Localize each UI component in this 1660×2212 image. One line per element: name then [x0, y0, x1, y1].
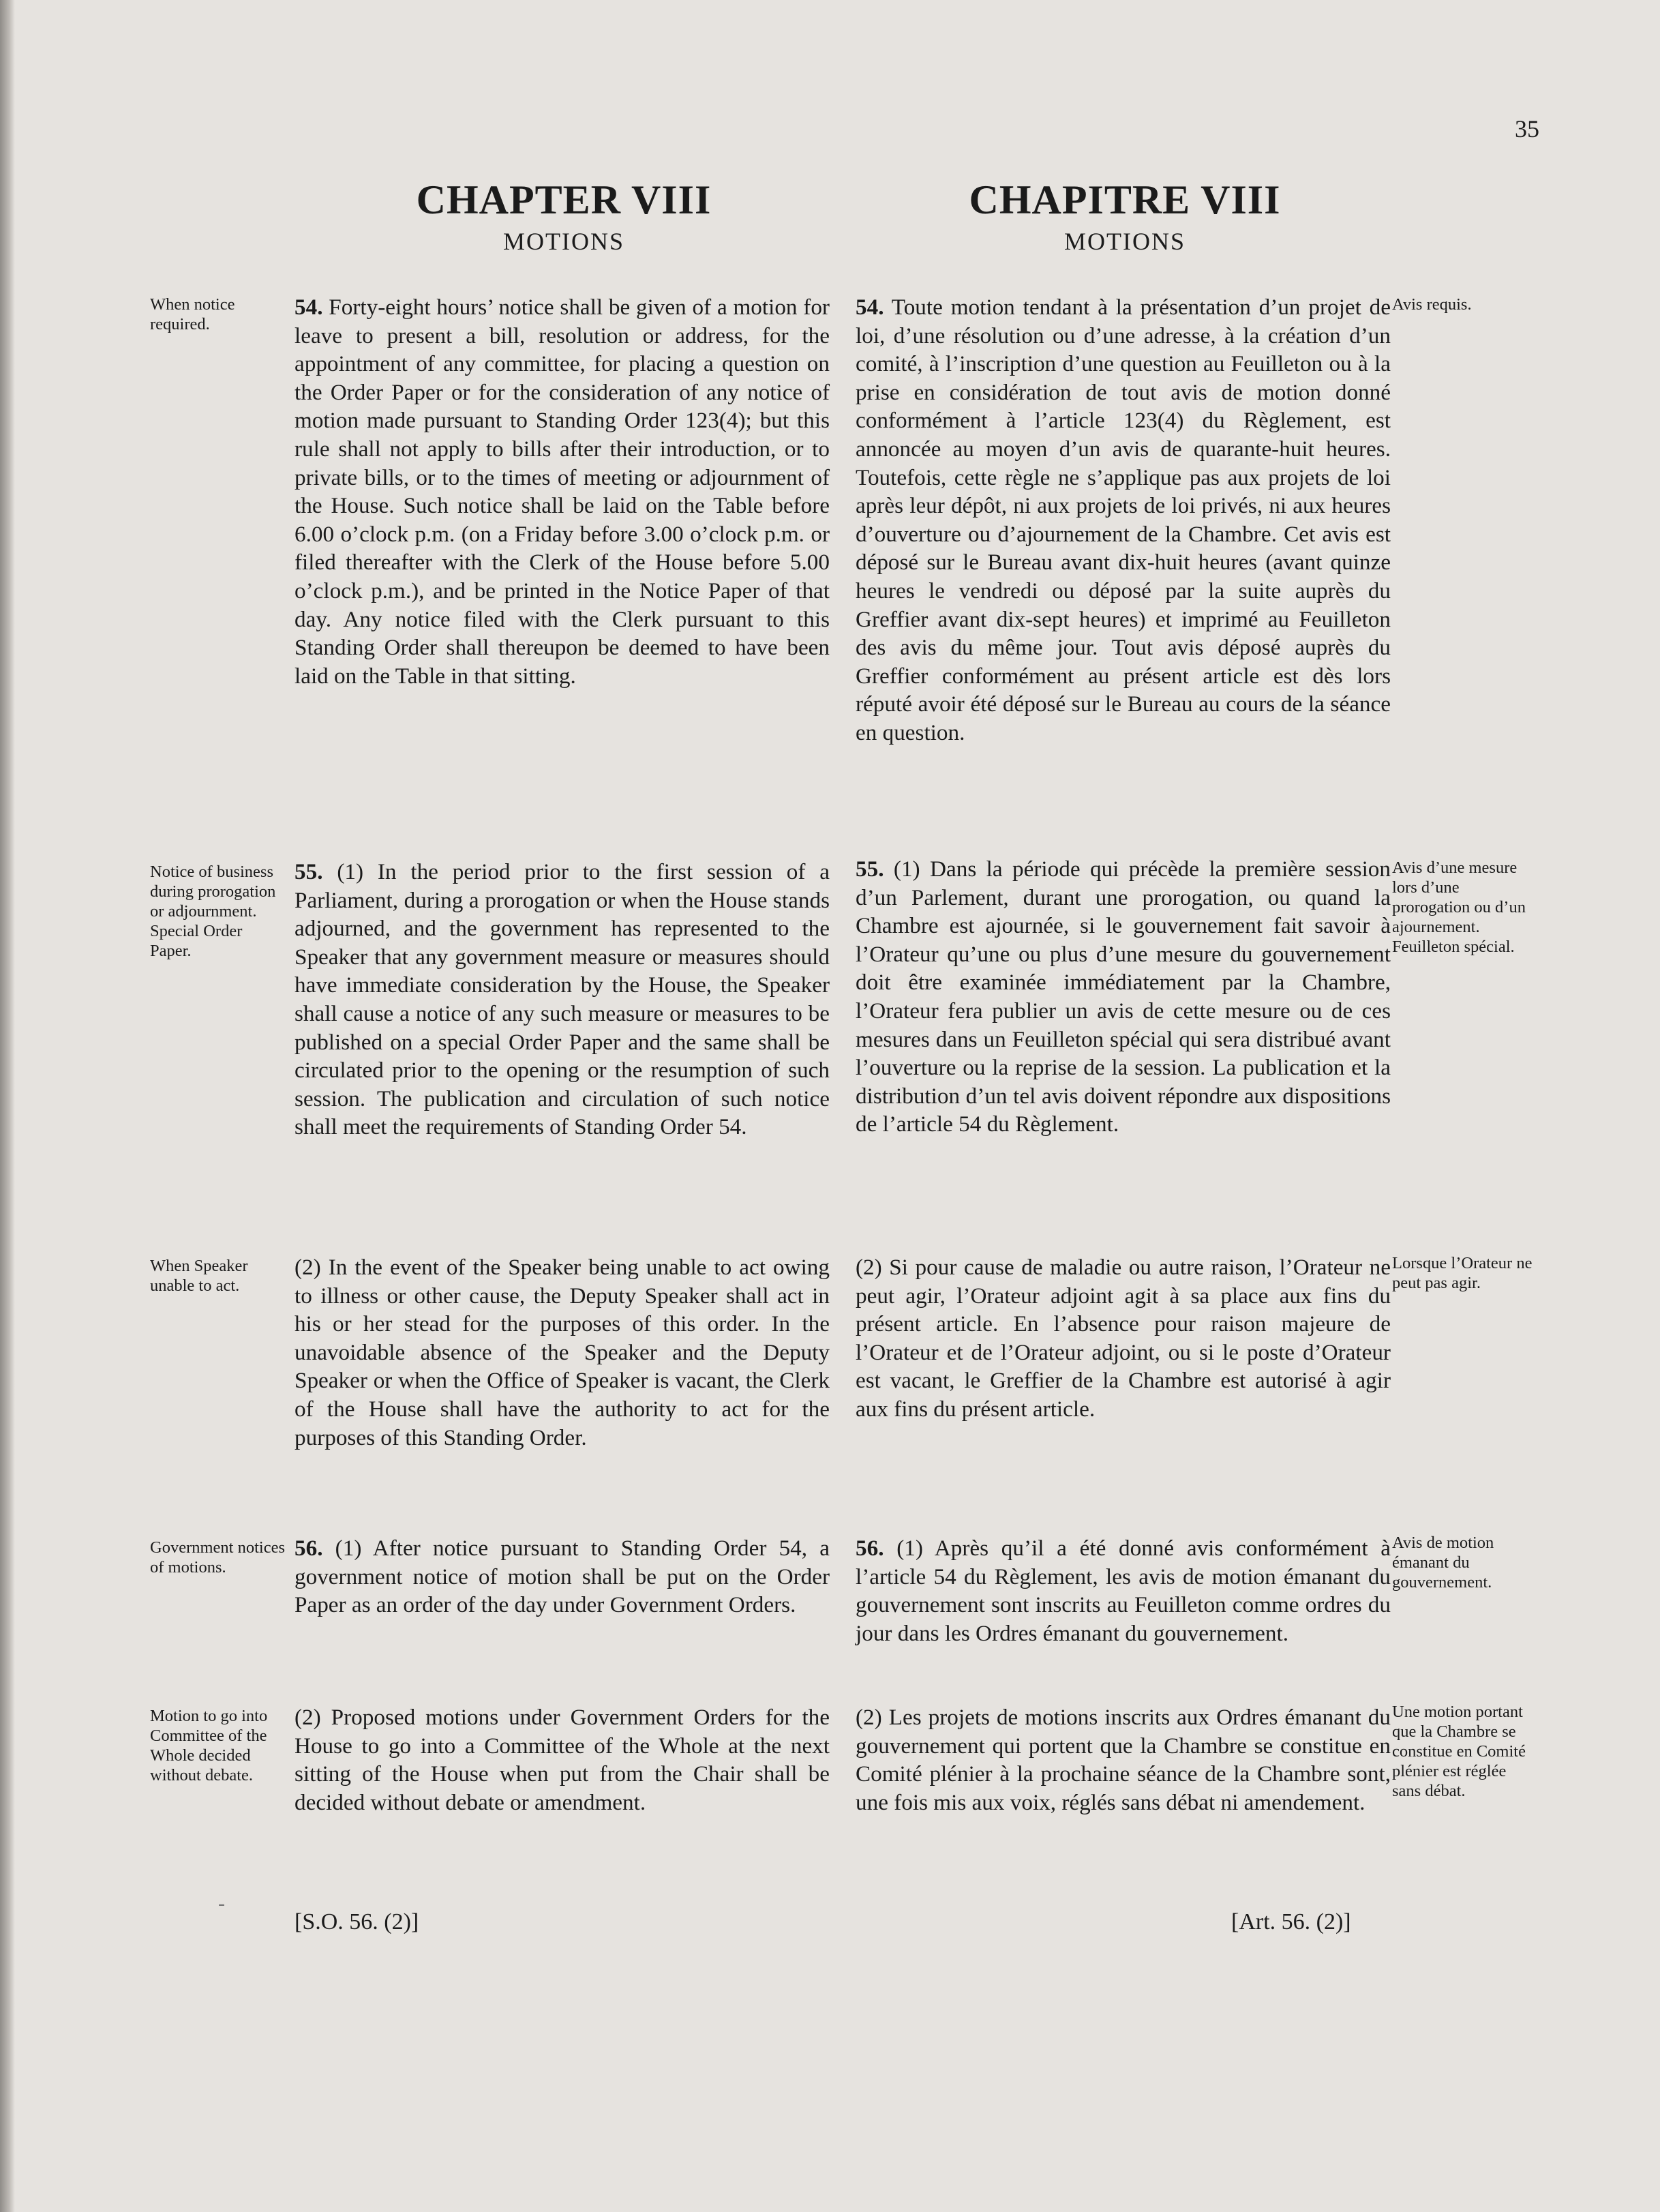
- french-reference: [Art. 56. (2)]: [1231, 1909, 1351, 1934]
- margin-note-en-56-1: Government notices of motions.: [150, 1538, 285, 1576]
- french-paragraph-55-2: [856, 1253, 1391, 1424]
- section-text: (2) Si pour cause de maladie ou autre raison, l’Orateur ne peut agir, l’Orateur adjoint agit à sa place aux fins du présent article. En l’absence pour raison majeure de l’Orateur et de l’Orateur adjoint, ou si le poste d’Orateur est vacant, le Greffier de la Chambre est autorisé à agir aux fins du présent article.: [856, 1255, 1391, 1422]
- margin-note-fr-55-1: Avis d’une mesure lors d’une prorogation ou d’un ajournement. Feuilleton spécial.: [1392, 858, 1526, 956]
- section-text: (2) Les projets de motions inscrits aux Ordres émanant du gouvernement qui portent que la Chambre se constitue en Comité plénier à la prochaine séance de la Chambre sont, une fois mis aux voix, réglés sans débat ni amendement.: [856, 1705, 1391, 1815]
- page-number: 35: [1515, 115, 1539, 143]
- english-chapter-title: CHAPTER VIII: [416, 177, 712, 222]
- section-text: (1) After notice pursuant to Standing Order 54, a government notice of motion shall be put on the Order Paper as an order of the day under Government Orders.: [295, 1536, 830, 1618]
- french-chapter-heading: [856, 176, 1394, 256]
- section-text: (1) Dans la période qui précède la première session d’un Parlement, durant une prorogation, ou quand la Chambre est ajournée, si le gouvernement fait savoir à l’Orateur qu’une ou plus d’une mesure du gouvernement doit être examinée immédiatement par la Chambre, l’Orateur fera publier un avis de cette mesure ou de ces mesures dans un Feuilleton spécial qui sera distribué avant l’ouverture ou la reprise de la session. La publication et la distribution d’un tel avis doivent répondre aux dispositions de l’article 54 du Règlement.: [856, 856, 1391, 1137]
- margin-note-en-55-1: Notice of business during prorogation or adjournment. Special Order Paper.: [150, 863, 276, 960]
- french-paragraph-54: [856, 293, 1391, 747]
- english-paragraph-55-1: [295, 858, 830, 1141]
- margin-note-en-54: When notice required.: [150, 295, 235, 333]
- english-paragraph-55-2: [295, 1253, 830, 1452]
- french-paragraph-55-1: [856, 855, 1391, 1139]
- section-text: Forty-eight hours’ notice shall be given of a motion for leave to present a bill, resolution or address, for the appointment of any committee, for placing a question on the Order Paper or for the consideration of any notice of motion made pursuant to Standing Order 123(4); but this rule shall not apply to bills after their introduction, or to private bills, or to the times of meeting or adjournment of the House. Such notice shall be laid on the Table before 6.00 o’clock p.m. (on a Friday before 3.00 o’clock p.m. or filed thereafter with the Clerk of the House before 5.00 o’clock p.m.), and be printed in the Notice Paper of that day. Any notice filed with the Clerk pursuant to this Standing Order shall thereupon be deemed to have been laid on the Table in that sitting.: [295, 295, 830, 689]
- book-spine-shadow: [0, 0, 15, 2212]
- section-text: Toute motion tendant à la présentation d’un projet de loi, d’une résolution ou d’une adresse, à la création d’un comité, à l’inscription d’une question au Feuilleton ou à la prise en considération de tout avis de motion donné conformément à l’article 123(4) du Règlement, est annoncée au moyen d’un avis de quarante-huit heures. Toutefois, cette règle ne s’applique pas aux projets de loi après leur dépôt, ni aux projets de loi privés, ni aux heures d’ouverture ou d’ajournement de la Chambre. Cet avis est déposé sur le Bureau avant dix-huit heures (avant quinze heures le vendredi ou déposé par la suite auprès du Greffier avant dix-sept heures) et imprimé au Feuilleton des avis du même jour. Tout avis déposé auprès du Greffier conformément au présent article est dès lors réputé avoir été déposé sur le Bureau au cours de la séance en question.: [856, 295, 1391, 745]
- section-number: 55.: [856, 856, 884, 882]
- margin-note-fr-54: Avis requis.: [1392, 295, 1472, 314]
- margin-note-en-55-2: When Speaker unable to act.: [150, 1257, 248, 1295]
- french-chapter-title: CHAPITRE VIII: [969, 177, 1281, 222]
- section-number: 55.: [295, 859, 323, 884]
- section-number: 56.: [295, 1536, 323, 1561]
- english-paragraph-56-2: [295, 1703, 830, 1817]
- french-paragraph-56-1: [856, 1534, 1391, 1647]
- french-chapter-subtitle: MOTIONS: [1063, 228, 1186, 255]
- section-text: (1) In the period prior to the first session of a Parliament, during a prorogation or when the House stands adjourned, and the government has represented to the Speaker that any government measure or measures should have immediate consideration by the House, the Speaker shall cause a notice of any such measure or measures to be published on a special Order Paper and the same shall be circulated prior to the opening or the resumption of such session. The publication and circulation of such notice shall meet the requirements of Standing Order 54.: [295, 859, 830, 1140]
- french-paragraph-56-2: [856, 1703, 1391, 1817]
- english-paragraph-56-1: [295, 1534, 830, 1619]
- stray-mark: -: [218, 1892, 225, 1915]
- english-paragraph-54: [295, 293, 830, 690]
- margin-note-fr-56-1: Avis de motion émanant du gouvernement.: [1392, 1534, 1494, 1591]
- section-text: (1) Après qu’il a été donné avis conformément à l’article 54 du Règlement, les avis de motion émanant du gouvernement sont inscrits au Feuilleton comme ordres du jour dans les Ordres émanant du gouvernement.: [856, 1536, 1391, 1646]
- english-chapter-heading: [295, 176, 833, 256]
- margin-note-fr-56-2: Une motion portant que la Chambre se constitue en Comité plénier est réglée sans débat.: [1392, 1703, 1526, 1800]
- english-chapter-subtitle: MOTIONS: [502, 228, 624, 255]
- section-number: 54.: [295, 295, 323, 320]
- english-reference: [S.O. 56. (2)]: [295, 1909, 419, 1934]
- margin-note-fr-55-2: Lorsque l’Orateur ne peut pas agir.: [1392, 1254, 1533, 1292]
- section-number: 56.: [856, 1536, 884, 1561]
- section-text: (2) Proposed motions under Government Orders for the House to go into a Committee of the Whole at the next sitting of the House when put from the Chair shall be decided without debate or amendment.: [295, 1705, 830, 1815]
- section-text: (2) In the event of the Speaker being unable to act owing to illness or other cause, the Deputy Speaker shall act in his or her stead for the purposes of this order. In the unavoidable absence of the Speaker and the Deputy Speaker or when the Office of Speaker is vacant, the Clerk of the House shall have the authority to act for the purposes of this Standing Order.: [295, 1255, 830, 1450]
- section-number: 54.: [856, 295, 884, 320]
- margin-note-en-56-2: Motion to go into Committee of the Whole decided without debate.: [150, 1707, 268, 1784]
